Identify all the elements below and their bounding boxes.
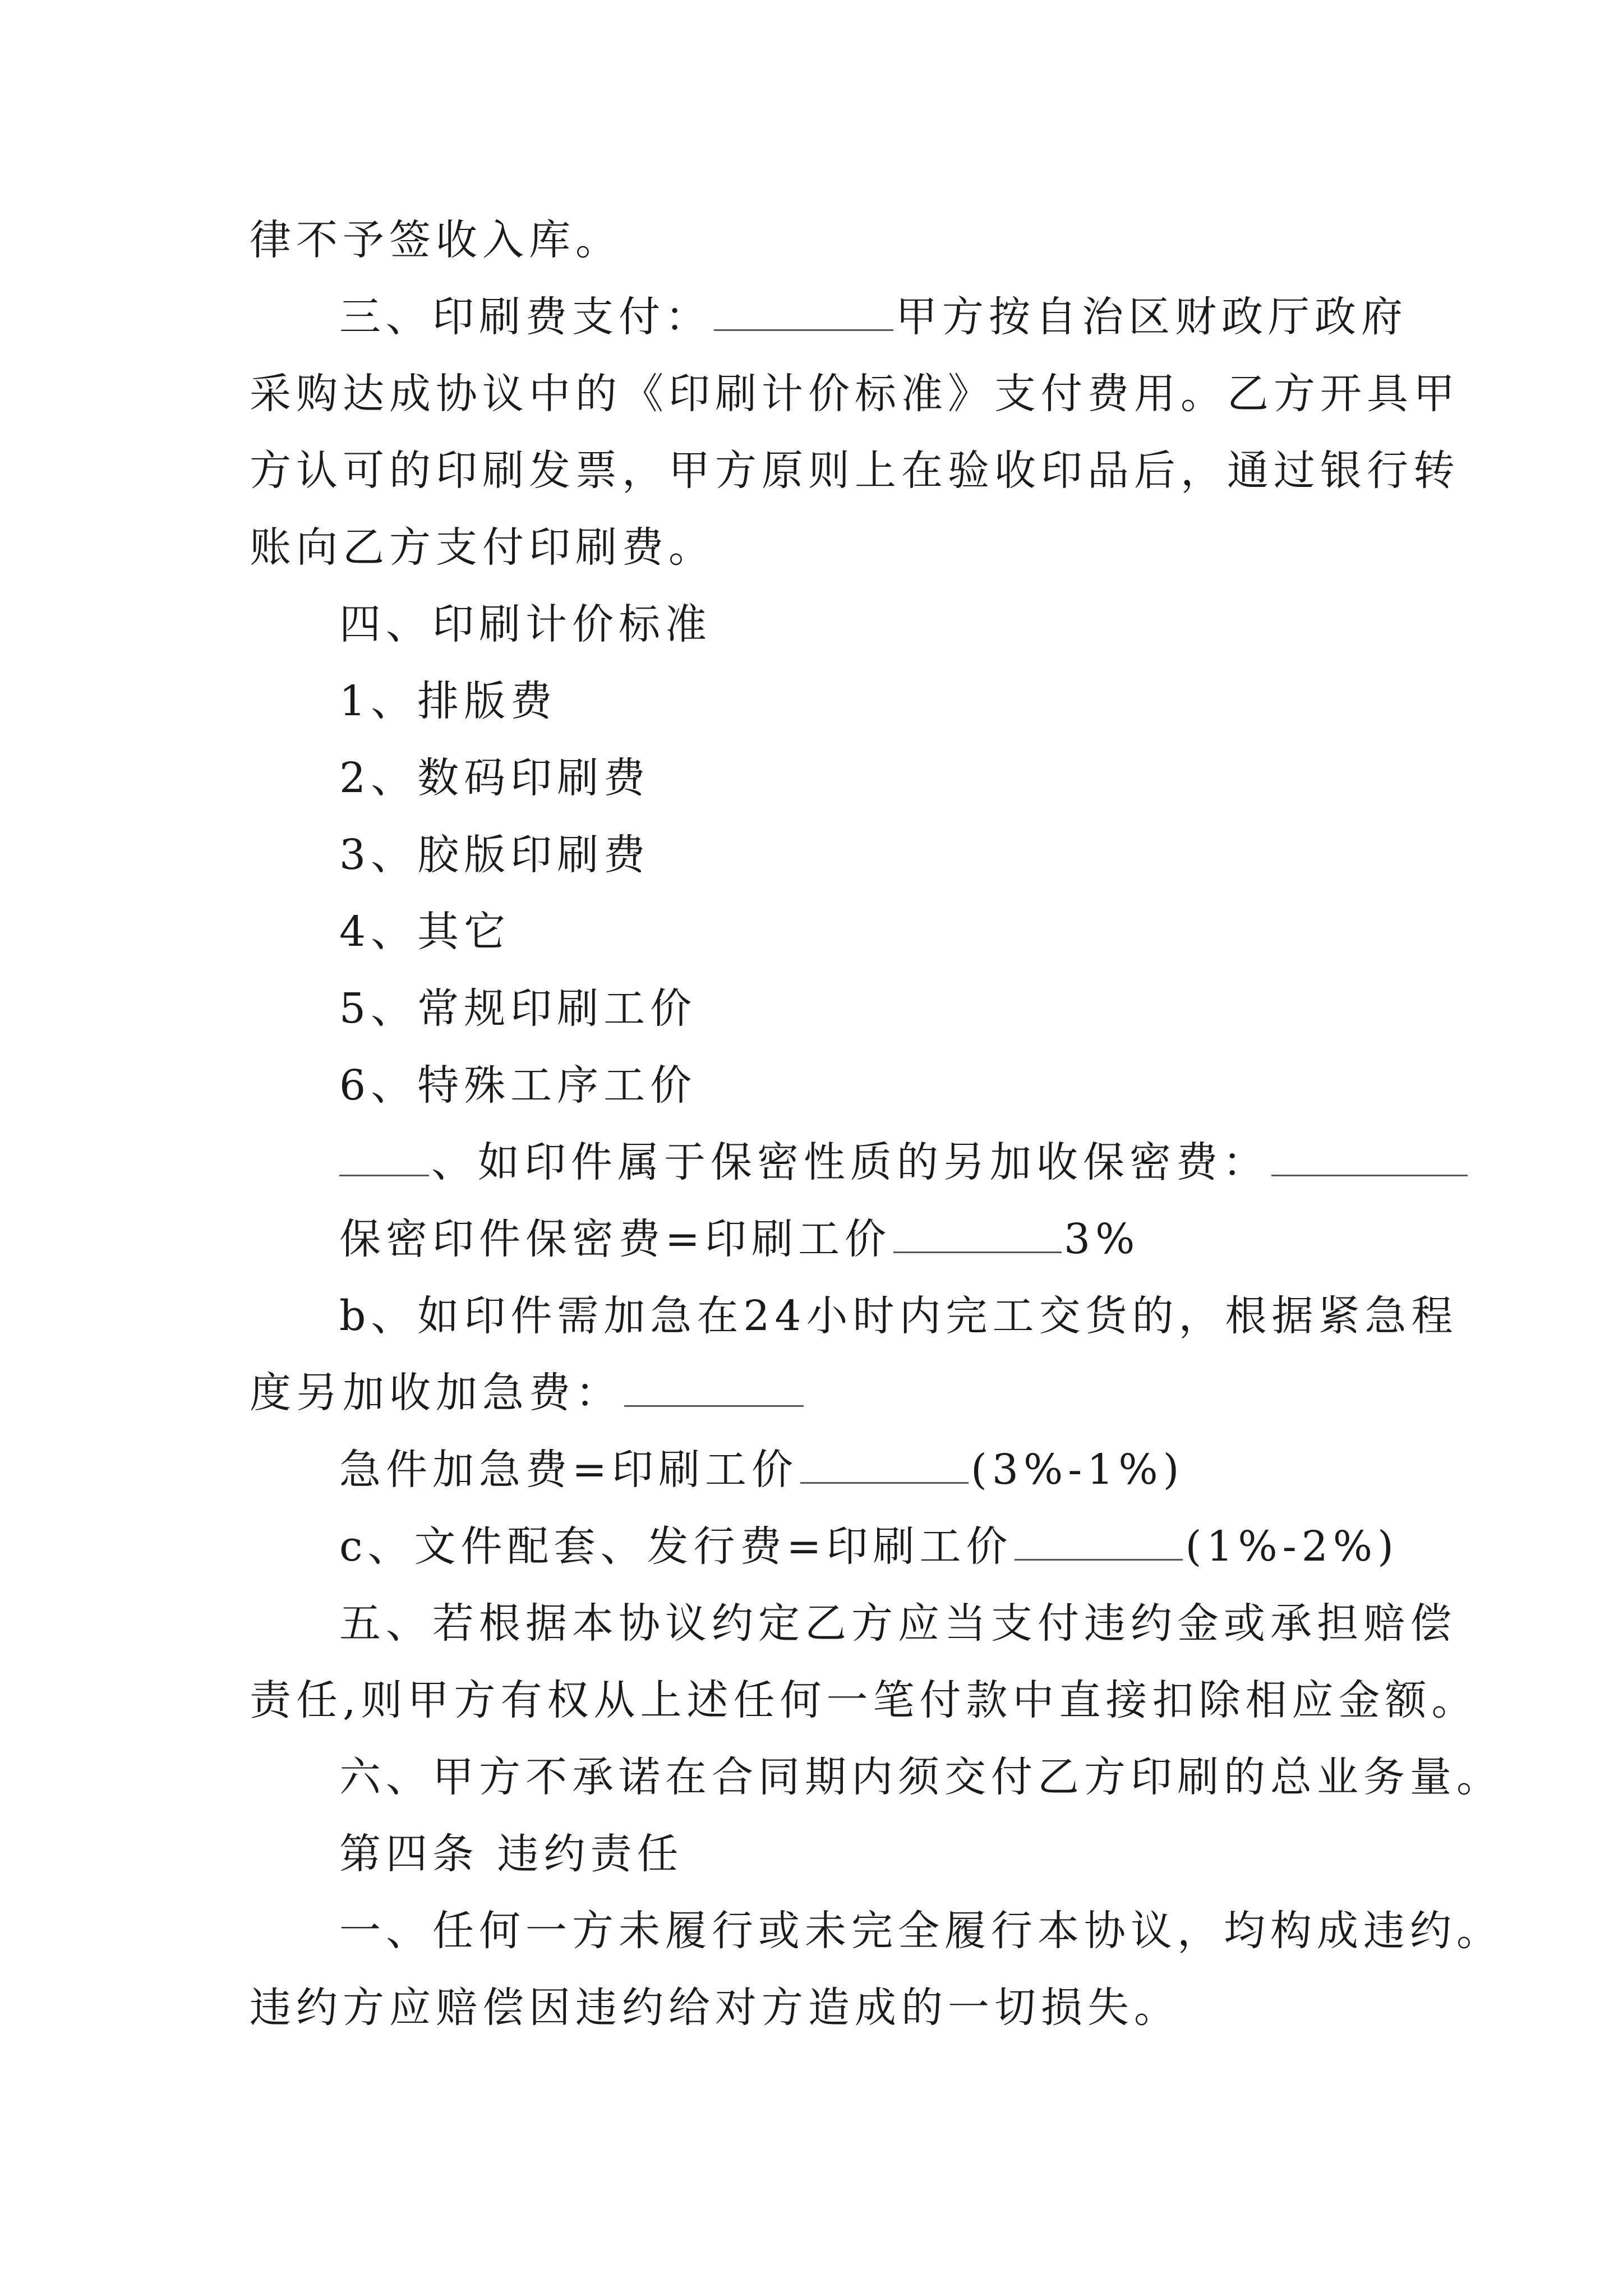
paragraph-line: 采购达成协议中的《印刷计价标准》支付费用。乙方开具甲 (250, 370, 1460, 418)
secrecy-fee-blank[interactable] (1271, 1141, 1468, 1176)
secrecy-formula-label: 保密印件保密费=印刷工价 (339, 1215, 892, 1263)
paragraph-line: 六、甲方不承诺在合同期内须交付乙方印刷的总业务量。 (339, 1753, 1503, 1801)
rush-fee-label: 度另加收加急费： (250, 1369, 622, 1417)
payment-clause-line (250, 279, 1408, 356)
paragraph-line: 律不予签收入库。 (250, 216, 622, 264)
paragraph-line: 责任,则甲方有权从上述任何一笔付款中直接扣除相应金额。 (250, 1676, 1478, 1724)
distribution-formula-line (250, 1508, 1399, 1585)
payment-clause-label: 三、印刷费支付： (339, 293, 712, 341)
document-body (250, 202, 1503, 2046)
distribution-formula-blank[interactable] (1015, 1525, 1183, 1561)
paragraph-line: 五、若根据本协议约定乙方应当支付违约金或承担赔偿 (339, 1599, 1456, 1648)
article-heading: 第四条 违约责任 (339, 1830, 684, 1878)
rush-fee-line (250, 1355, 1388, 1432)
rush-fee-blank[interactable] (624, 1372, 804, 1407)
distribution-formula-label: c、文件配套、发行费=印刷工价 (339, 1522, 1013, 1571)
list-item: 2、数码印刷费 (339, 754, 651, 802)
paragraph-line: 方认可的印刷发票，甲方原则上在验收印品后，通过银行转 (250, 447, 1460, 495)
payment-blank[interactable] (714, 296, 893, 331)
rush-formula-rate: (3%-1%) (971, 1446, 1184, 1494)
rush-formula-label: 急件加急费=印刷工价 (339, 1446, 799, 1494)
list-item: 1、排版费 (339, 677, 557, 725)
list-item: 6、特殊工序工价 (339, 1061, 697, 1110)
distribution-formula-rate: (1%-2%) (1185, 1522, 1399, 1571)
secrecy-formula-blank[interactable] (893, 1218, 1062, 1253)
section-heading: 四、印刷计价标准 (339, 600, 712, 648)
list-item: 4、其它 (339, 908, 511, 956)
rush-formula-blank[interactable] (800, 1448, 969, 1484)
secrecy-formula-line (250, 1201, 1388, 1278)
paragraph-line: 一、任何一方未履行或未完全履行本协议，均构成违约。 (339, 1907, 1503, 1955)
item-letter-blank[interactable] (339, 1141, 429, 1176)
list-item: 5、常规印刷工价 (339, 984, 697, 1033)
paragraph-line: 账向乙方支付印刷费。 (250, 523, 715, 572)
paragraph-line: 违约方应赔偿因违约给对方造成的一切损失。 (250, 1984, 1181, 2032)
rush-formula-line (250, 1432, 1388, 1508)
secrecy-fee-line (250, 1124, 1388, 1201)
payment-clause-text: 甲方按自治区财政厅政府 (896, 293, 1408, 341)
secrecy-formula-rate: 3% (1064, 1215, 1140, 1263)
list-item: 3、胶版印刷费 (339, 831, 651, 879)
secrecy-fee-label: 、如印件属于保密性质的另加收保密费： (431, 1138, 1269, 1186)
paragraph-line: b、如印件需加急在24小时内完工交货的，根据紧急程 (339, 1292, 1458, 1340)
